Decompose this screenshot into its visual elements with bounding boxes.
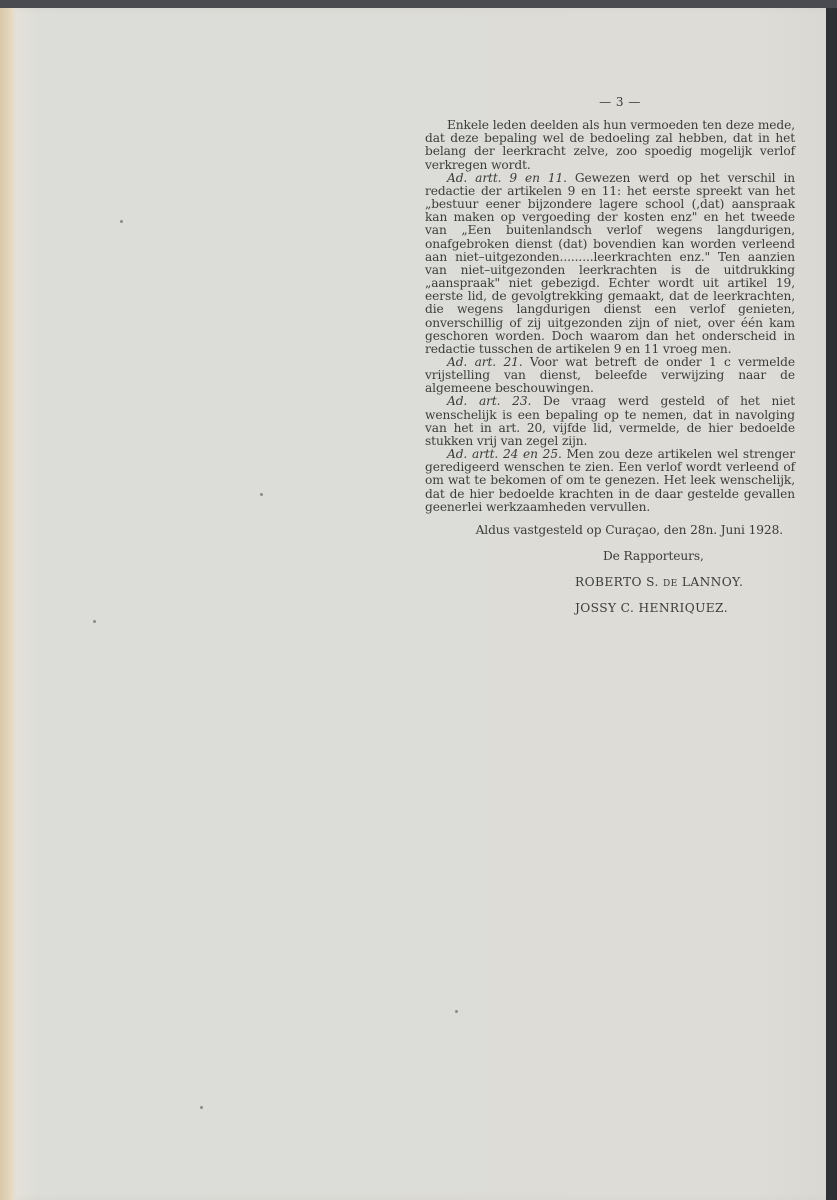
article-label: Ad. artt. 9 en 11. [447,170,567,185]
page-binding-edge [0,8,14,1200]
paragraph-text: Enkele leden deelden als hun vermoeden ten deze mede, dat deze bepaling wel de bedoeling zal hebben, dat in het belang der leerkracht zelve, zoo spoedig mogelijk verlof verkregen wordt. [425,118,795,172]
signatory-1-name: ROBERTO S. [575,575,659,590]
paragraph [425,172,795,356]
signatory-2: JOSSY C. HENRIQUEZ. [575,601,728,616]
closing-block [425,524,795,616]
rapporteurs-heading: De Rapporteurs, [603,549,704,563]
scan-background-edge [826,8,837,1200]
speck [120,220,123,223]
paragraph [425,356,795,395]
paragraph-text: Men zou deze artikelen wel strenger geredigeerd wenschen te zien. Een verlof wordt verleend of om wat te bekomen of om te genezen. Het leek wenschelijk, dat de hier bedoelde krachten in de daar gestelde gevallen geenerlei werkzaamheden vervullen. [425,447,795,514]
article-label: Ad. artt. 24 en 25. [447,447,562,462]
text-column [425,96,795,628]
signatory-1-surname: LANNOY. [681,575,744,590]
page-number: — 3 — [599,95,641,109]
speck [455,1010,458,1013]
place-date: Aldus vastgesteld op Curaçao, den 28n. Juni 1928. [475,522,783,537]
paragraph-text: Voor wat betreft de onder 1 c vermelde vrijstelling van dienst, beleefde verwijzing naar de algemeene beschouwingen. [425,354,795,396]
paragraph-text: Gewezen werd op het verschil in redactie der artikelen 9 en 11: het eerste spreekt van het „bestuur eener bijzondere lagere school (,dat) aanspraak kan maken op vergoeding der kosten enz" en het tweede van „Een buitenlandsch verlof wegens langdurigen, onafgebroken dienst (dat) bovendien kan worden verleend aan niet–uitgezonden.........leerkrachten enz." Ten aanzien van niet–uitgezonden leerkrachten is de uitdrukking „aanspraak" niet gebezigd. Echter wordt uit artikel 19, eerste lid, de gevolgtrekking gemaakt, dat de leerkrachten, die wegens langdurigen dienst een verlof genieten, onverschillig of zij uitgezonden zijn of niet, over één kam geschoren worden. Doch waarom dan het onderscheid in redactie tusschen de artikelen 9 en 11 vroeg men. [425,170,795,356]
article-label: Ad. art. 23. [447,394,532,409]
paper-page [0,8,826,1200]
paragraph [425,448,795,514]
speck [260,493,263,496]
paragraph [425,119,795,172]
speck [200,1106,203,1109]
article-label: Ad. art. 21. [447,354,523,369]
signatory-1 [425,576,783,589]
speck [93,620,96,623]
paragraph [425,395,795,448]
signatory-1-particle: de [663,575,678,590]
paragraph-text: De vraag werd gesteld of het niet wenschelijk is een bepaling op te nemen, dat in navolging van het in art. 20, vijfde lid, vermelde, de hier bedoelde stukken vrij van zegel zijn. [425,394,795,448]
